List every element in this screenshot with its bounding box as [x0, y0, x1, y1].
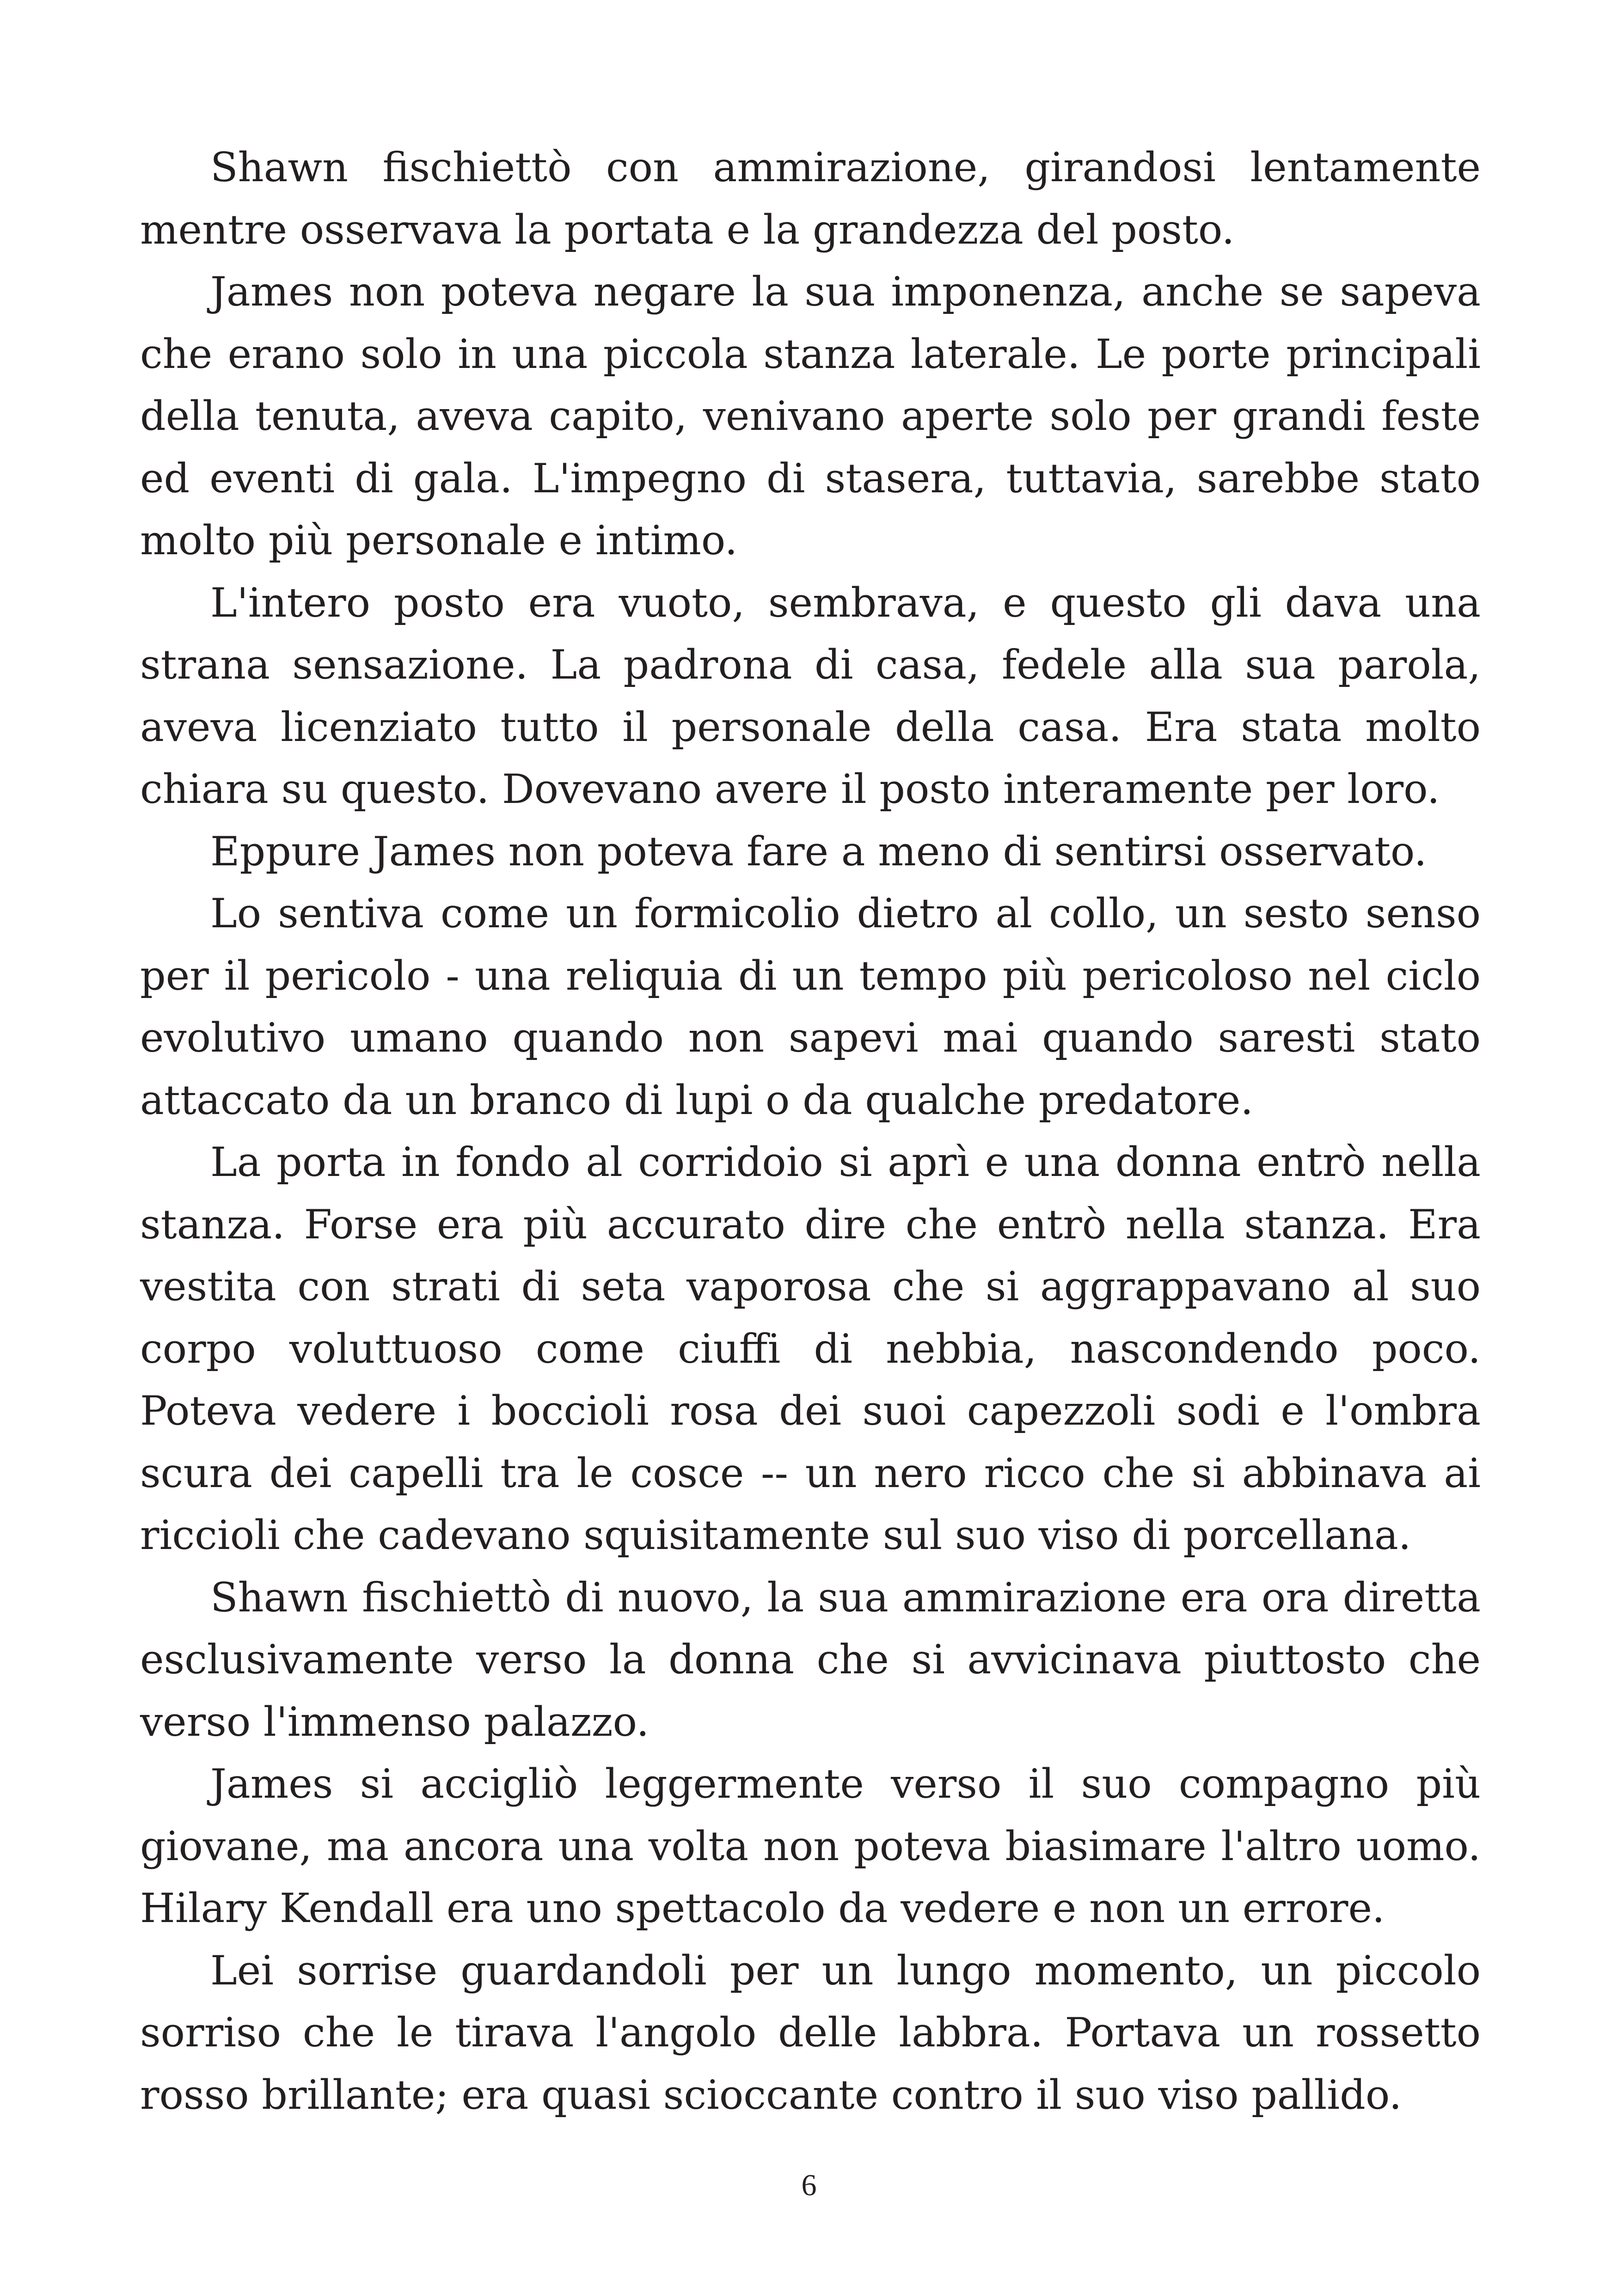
paragraph: Shawn fischiettò di nuovo, la sua ammirazione era ora diretta esclusivamente verso la donna che si avvicinava piuttosto che verso l'immenso palazzo.	[140, 1574, 1481, 1745]
paragraph: Lo sentiva come un formicolio dietro al collo, un sesto senso per il pericolo - una reliquia di un tempo più pericoloso nel ciclo evolutivo umano quando non sapevi mai quando saresti stato attaccato da un branco di lupi o da qualche predatore.	[140, 890, 1481, 1124]
body-text	[140, 136, 1481, 2126]
paragraph: Eppure James non poteva fare a meno di sentirsi osservato.	[210, 827, 1427, 875]
paragraph: L'intero posto era vuoto, sembrava, e questo gli dava una strana sensazione. La padrona di casa, fedele alla sua parola, aveva licenziato tutto il personale della casa. Era stata molto chiara su questo. Dovevano avere il posto interamente per loro.	[140, 579, 1481, 813]
paragraph: Lei sorrise guardandoli per un lungo momento, un piccolo sorriso che le tirava l'angolo delle labbra. Portava un rossetto rosso brillante; era quasi scioccante contro il suo viso pallido.	[140, 1947, 1481, 2118]
page-number: 6	[801, 2168, 817, 2202]
paragraph: James non poteva negare la sua imponenza, anche se sapeva che erano solo in una piccola stanza laterale. Le porte principali della tenuta, aveva capito, venivano aperte solo per grandi feste ed eventi di gala. L'impegno di stasera, tuttavia, sarebbe stato molto più personale e intimo.	[140, 268, 1481, 564]
paragraph: James si accigliò leggermente verso il suo compagno più giovane, ma ancora una volta non poteva biasimare l'altro uomo. Hilary Kendall era uno spettacolo da vedere e non un errore.	[140, 1760, 1481, 1932]
paragraph: Shawn fischiettò con ammirazione, girandosi lentamente mentre osservava la portata e la grandezza del posto.	[140, 144, 1481, 253]
paragraph: La porta in fondo al corridoio si aprì e una donna entrò nella stanza. Forse era più accurato dire che entrò nella stanza. Era vestita con strati di seta vaporosa che si aggrappavano al suo corpo voluttuoso come ciuffi di nebbia, nascondendo poco. Poteva vedere i boccioli rosa dei suoi capezzoli sodi e l'ombra scura dei capelli tra le cosce -- un nero ricco che si abbinava ai riccioli che cadevano squisitamente sul suo viso di porcellana.	[140, 1139, 1481, 1559]
